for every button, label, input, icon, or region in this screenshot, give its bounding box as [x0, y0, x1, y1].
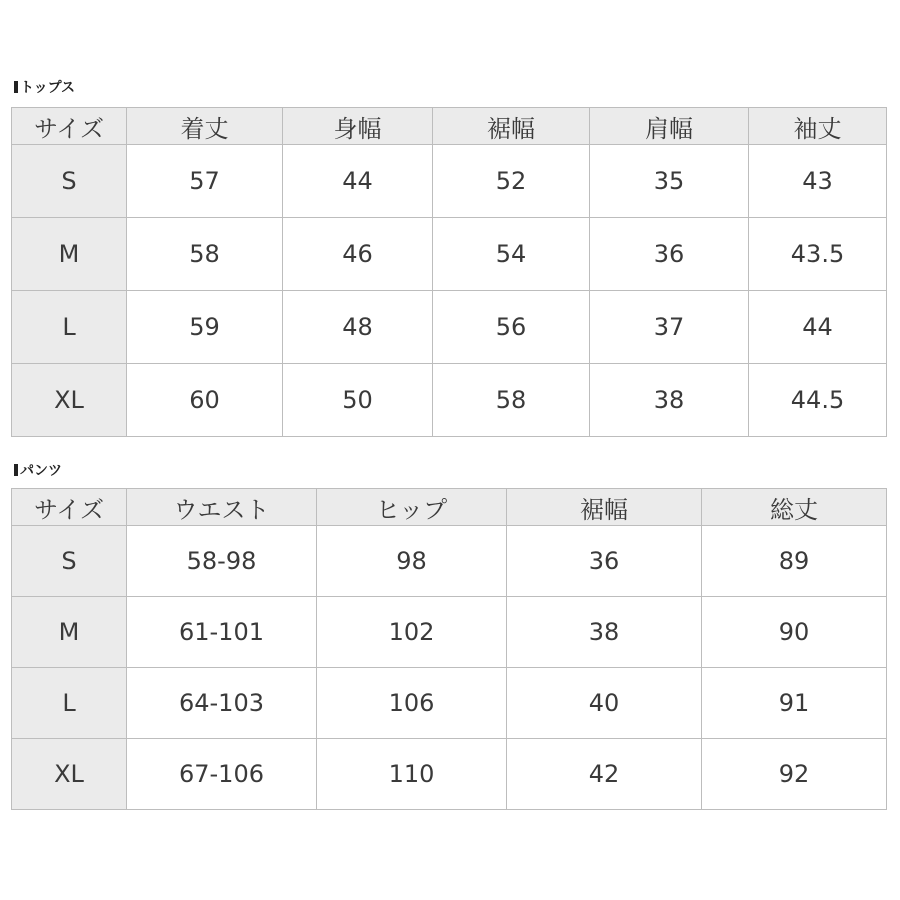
- table-cell: 36: [507, 526, 702, 597]
- section-marker-icon: [14, 464, 18, 476]
- table-cell: 40: [507, 668, 702, 739]
- pants-header-size: サイズ: [12, 489, 127, 526]
- table-row: [12, 739, 887, 810]
- pants-label-text: パンツ: [20, 463, 62, 479]
- table-cell: 56: [433, 291, 590, 364]
- tops-size-table: [11, 107, 887, 437]
- size-cell: XL: [12, 739, 127, 810]
- size-cell: XL: [12, 364, 127, 437]
- pants-header-waist: ウエスト: [127, 489, 317, 526]
- table-cell: 48: [283, 291, 433, 364]
- table-cell: 110: [317, 739, 507, 810]
- tops-header-shoulder: 肩幅: [590, 108, 749, 145]
- tops-header-hem: 裾幅: [433, 108, 590, 145]
- table-cell: 58: [127, 218, 283, 291]
- table-row: [12, 145, 887, 218]
- table-row: [12, 526, 887, 597]
- table-cell: 36: [590, 218, 749, 291]
- table-cell: 91: [702, 668, 887, 739]
- table-cell: 42: [507, 739, 702, 810]
- table-cell: 43.5: [749, 218, 887, 291]
- table-row: [12, 218, 887, 291]
- table-row: [12, 597, 887, 668]
- table-cell: 44.5: [749, 364, 887, 437]
- tops-header-row: [12, 108, 887, 145]
- table-cell: 35: [590, 145, 749, 218]
- pants-size-table: [11, 488, 887, 810]
- table-cell: 89: [702, 526, 887, 597]
- tops-header-sleeve: 袖丈: [749, 108, 887, 145]
- size-cell: M: [12, 597, 127, 668]
- table-row: [12, 291, 887, 364]
- section-marker-icon: [14, 81, 18, 93]
- tops-label-text: トップス: [20, 80, 76, 96]
- table-cell: 58: [433, 364, 590, 437]
- table-cell: 98: [317, 526, 507, 597]
- table-cell: 61-101: [127, 597, 317, 668]
- size-cell: L: [12, 291, 127, 364]
- size-cell: S: [12, 526, 127, 597]
- size-cell: L: [12, 668, 127, 739]
- table-cell: 46: [283, 218, 433, 291]
- table-cell: 54: [433, 218, 590, 291]
- table-row: [12, 364, 887, 437]
- table-cell: 57: [127, 145, 283, 218]
- tops-header-size: サイズ: [12, 108, 127, 145]
- table-cell: 44: [749, 291, 887, 364]
- tops-header-chest: 身幅: [283, 108, 433, 145]
- table-cell: 44: [283, 145, 433, 218]
- table-cell: 67-106: [127, 739, 317, 810]
- table-row: [12, 668, 887, 739]
- pants-header-total-length: 総丈: [702, 489, 887, 526]
- table-cell: 58-98: [127, 526, 317, 597]
- table-cell: 64-103: [127, 668, 317, 739]
- pants-section-label: [14, 460, 62, 480]
- size-cell: M: [12, 218, 127, 291]
- table-cell: 60: [127, 364, 283, 437]
- table-cell: 38: [590, 364, 749, 437]
- size-cell: S: [12, 145, 127, 218]
- pants-header-row: [12, 489, 887, 526]
- table-cell: 92: [702, 739, 887, 810]
- table-cell: 59: [127, 291, 283, 364]
- table-cell: 106: [317, 668, 507, 739]
- table-cell: 90: [702, 597, 887, 668]
- table-cell: 37: [590, 291, 749, 364]
- table-cell: 52: [433, 145, 590, 218]
- pants-header-hem: 裾幅: [507, 489, 702, 526]
- table-cell: 38: [507, 597, 702, 668]
- tops-section-label: [14, 77, 75, 97]
- table-cell: 102: [317, 597, 507, 668]
- pants-header-hip: ヒップ: [317, 489, 507, 526]
- tops-header-length: 着丈: [127, 108, 283, 145]
- table-cell: 43: [749, 145, 887, 218]
- table-cell: 50: [283, 364, 433, 437]
